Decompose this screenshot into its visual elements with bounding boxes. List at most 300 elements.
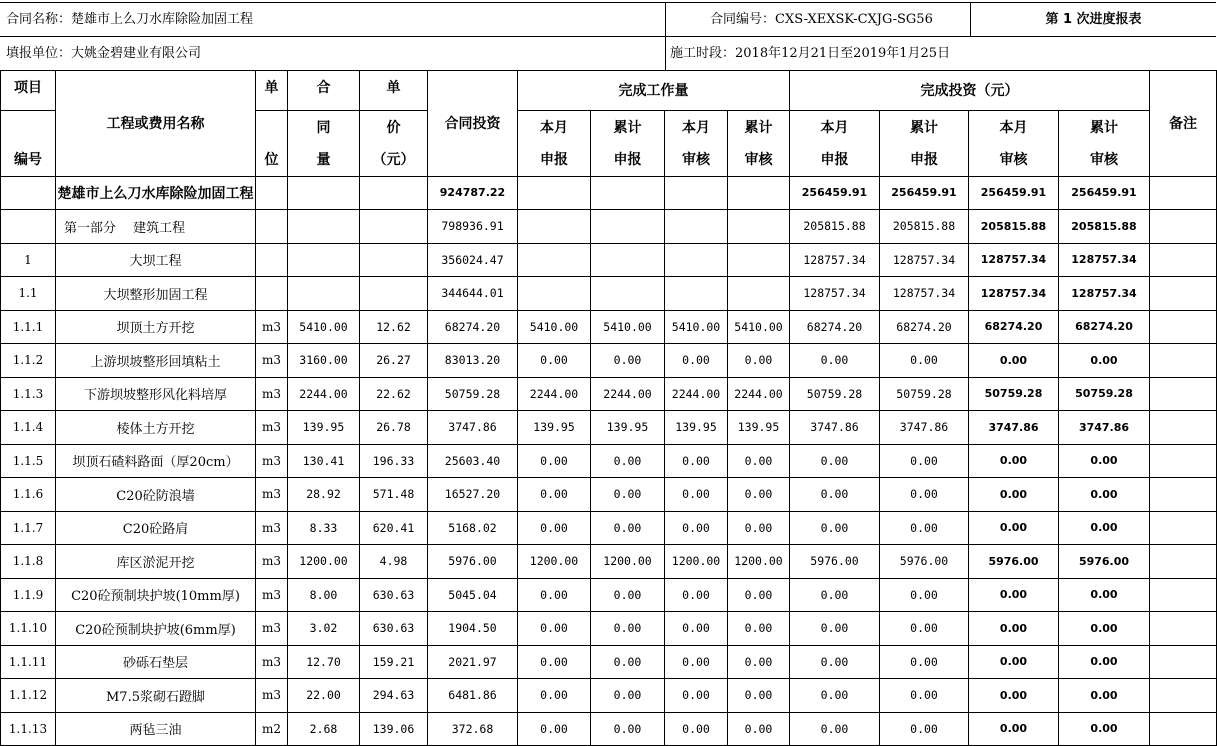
remark bbox=[1150, 310, 1217, 344]
invest-cumulative-audited: 0.00 bbox=[1059, 578, 1150, 612]
item-name: 库区淤泥开挖 bbox=[56, 545, 256, 579]
contract-invest: 5168.02 bbox=[428, 511, 518, 545]
work-month-audited: 0.00 bbox=[665, 344, 728, 378]
work-month-reported: 0.00 bbox=[518, 645, 591, 679]
unit-price: 159.21 bbox=[360, 645, 428, 679]
invest-cumulative-reported: 5976.00 bbox=[880, 545, 969, 579]
unit-price: 620.41 bbox=[360, 511, 428, 545]
invest-cumulative-reported: 3747.86 bbox=[880, 411, 969, 445]
contract-qty: 2244.00 bbox=[288, 377, 360, 411]
work-cumulative-reported: 0.00 bbox=[591, 344, 665, 378]
construction-period: 施工时段：2018年12月21日至2019年1月25日 bbox=[665, 37, 1216, 70]
col-i2-a: 累计 bbox=[880, 110, 969, 143]
work-cumulative-audited bbox=[728, 210, 790, 244]
contract-qty: 22.00 bbox=[288, 679, 360, 713]
invest-month-reported: 0.00 bbox=[790, 511, 880, 545]
invest-month-reported: 128757.34 bbox=[790, 277, 880, 311]
work-month-audited: 0.00 bbox=[665, 511, 728, 545]
invest-cumulative-audited: 128757.34 bbox=[1059, 277, 1150, 311]
invest-month-reported: 0.00 bbox=[790, 612, 880, 646]
invest-month-audited: 0.00 bbox=[969, 444, 1059, 478]
header-row-2 bbox=[0, 36, 1216, 70]
work-month-audited: 0.00 bbox=[665, 478, 728, 512]
work-month-reported: 0.00 bbox=[518, 478, 591, 512]
unit-price bbox=[360, 176, 428, 210]
work-cumulative-audited: 0.00 bbox=[728, 612, 790, 646]
work-cumulative-audited: 0.00 bbox=[728, 344, 790, 378]
contract-invest: 798936.91 bbox=[428, 210, 518, 244]
remark bbox=[1150, 243, 1217, 277]
item-name: 坝顶土方开挖 bbox=[56, 310, 256, 344]
work-cumulative-audited: 0.00 bbox=[728, 444, 790, 478]
table-row bbox=[1, 210, 1217, 244]
item-name: 楚雄市上么刀水库除险加固工程 bbox=[56, 176, 256, 210]
item-name: M7.5浆砌石蹬脚 bbox=[56, 679, 256, 713]
work-cumulative-audited: 0.00 bbox=[728, 679, 790, 713]
work-month-reported bbox=[518, 176, 591, 210]
item-unit: m3 bbox=[256, 578, 288, 612]
item-unit: m3 bbox=[256, 645, 288, 679]
col-w1-b: 申报 bbox=[518, 143, 591, 176]
unit-price bbox=[360, 277, 428, 311]
invest-month-reported: 5976.00 bbox=[790, 545, 880, 579]
table-row bbox=[1, 377, 1217, 411]
item-unit: m3 bbox=[256, 478, 288, 512]
col-unit-mid bbox=[256, 110, 288, 143]
invest-cumulative-reported: 0.00 bbox=[880, 478, 969, 512]
contract-qty bbox=[288, 277, 360, 311]
invest-cumulative-reported: 128757.34 bbox=[880, 277, 969, 311]
remark bbox=[1150, 612, 1217, 646]
col-qty-1: 合 bbox=[288, 71, 360, 111]
work-cumulative-audited bbox=[728, 243, 790, 277]
contract-invest: 5045.04 bbox=[428, 578, 518, 612]
contract-qty bbox=[288, 176, 360, 210]
invest-month-audited: 0.00 bbox=[969, 511, 1059, 545]
contract-qty: 3.02 bbox=[288, 612, 360, 646]
work-month-audited: 0.00 bbox=[665, 612, 728, 646]
work-month-audited: 0.00 bbox=[665, 679, 728, 713]
work-cumulative-reported: 0.00 bbox=[591, 645, 665, 679]
item-name: C20砼预制块护坡(6mm厚) bbox=[56, 612, 256, 646]
work-cumulative-audited: 1200.00 bbox=[728, 545, 790, 579]
table-row bbox=[1, 511, 1217, 545]
col-w4-a: 累计 bbox=[728, 110, 790, 143]
unit-price: 139.06 bbox=[360, 712, 428, 746]
invest-cumulative-reported: 0.00 bbox=[880, 679, 969, 713]
item-no bbox=[1, 210, 56, 244]
work-month-audited: 0.00 bbox=[665, 444, 728, 478]
invest-month-reported: 205815.88 bbox=[790, 210, 880, 244]
item-name: 下游坝坡整形风化料培厚 bbox=[56, 377, 256, 411]
item-no: 1.1.6 bbox=[1, 478, 56, 512]
invest-month-audited: 205815.88 bbox=[969, 210, 1059, 244]
invest-cumulative-audited: 50759.28 bbox=[1059, 377, 1150, 411]
table-row bbox=[1, 176, 1217, 210]
col-name: 工程或费用名称 bbox=[56, 71, 256, 177]
contract-qty: 3160.00 bbox=[288, 344, 360, 378]
col-unit-bottom: 位 bbox=[256, 143, 288, 176]
invest-month-audited: 0.00 bbox=[969, 344, 1059, 378]
invest-cumulative-reported: 50759.28 bbox=[880, 377, 969, 411]
work-cumulative-reported: 2244.00 bbox=[591, 377, 665, 411]
item-no: 1.1.1 bbox=[1, 310, 56, 344]
unit-price: 294.63 bbox=[360, 679, 428, 713]
item-unit bbox=[256, 210, 288, 244]
item-no: 1.1.7 bbox=[1, 511, 56, 545]
invest-month-audited: 0.00 bbox=[969, 712, 1059, 746]
remark bbox=[1150, 210, 1217, 244]
invest-cumulative-audited: 205815.88 bbox=[1059, 210, 1150, 244]
contract-invest: 68274.20 bbox=[428, 310, 518, 344]
unit-price: 630.63 bbox=[360, 578, 428, 612]
col-qty-3: 量 bbox=[288, 143, 360, 176]
col-i1-a: 本月 bbox=[790, 110, 880, 143]
contract-qty: 8.33 bbox=[288, 511, 360, 545]
work-month-audited bbox=[665, 277, 728, 311]
unit-price bbox=[360, 243, 428, 277]
table-row bbox=[1, 277, 1217, 311]
table-row bbox=[1, 344, 1217, 378]
contract-qty: 12.70 bbox=[288, 645, 360, 679]
work-cumulative-reported: 0.00 bbox=[591, 578, 665, 612]
remark bbox=[1150, 679, 1217, 713]
work-month-reported: 2244.00 bbox=[518, 377, 591, 411]
contract-qty bbox=[288, 210, 360, 244]
invest-cumulative-audited: 0.00 bbox=[1059, 712, 1150, 746]
progress-table bbox=[0, 70, 1217, 746]
work-cumulative-audited: 0.00 bbox=[728, 578, 790, 612]
invest-cumulative-audited: 0.00 bbox=[1059, 444, 1150, 478]
work-cumulative-reported: 0.00 bbox=[591, 511, 665, 545]
invest-month-audited: 0.00 bbox=[969, 679, 1059, 713]
col-item-no-bottom: 编号 bbox=[1, 143, 56, 176]
item-no: 1.1.8 bbox=[1, 545, 56, 579]
item-no: 1 bbox=[1, 243, 56, 277]
col-invest: 合同投资 bbox=[428, 71, 518, 177]
col-price-2: 价 bbox=[360, 110, 428, 143]
invest-cumulative-audited: 0.00 bbox=[1059, 511, 1150, 545]
item-no: 1.1.2 bbox=[1, 344, 56, 378]
remark bbox=[1150, 712, 1217, 746]
work-cumulative-reported: 0.00 bbox=[591, 444, 665, 478]
invest-month-reported: 3747.86 bbox=[790, 411, 880, 445]
unit-price: 26.78 bbox=[360, 411, 428, 445]
unit-price: 26.27 bbox=[360, 344, 428, 378]
contract-number: 合同编号：CXS-XEXSK-CXJG-SG56 bbox=[665, 3, 970, 36]
unit-price: 630.63 bbox=[360, 612, 428, 646]
contract-qty bbox=[288, 243, 360, 277]
invest-month-audited: 128757.34 bbox=[969, 277, 1059, 311]
work-cumulative-reported: 0.00 bbox=[591, 612, 665, 646]
work-cumulative-reported: 0.00 bbox=[591, 478, 665, 512]
col-w4-b: 审核 bbox=[728, 143, 790, 176]
invest-cumulative-audited: 0.00 bbox=[1059, 679, 1150, 713]
item-name: 第一部分 建筑工程 bbox=[56, 210, 256, 244]
invest-cumulative-audited: 3747.86 bbox=[1059, 411, 1150, 445]
col-w3-a: 本月 bbox=[665, 110, 728, 143]
work-month-reported: 0.00 bbox=[518, 511, 591, 545]
col-i3-a: 本月 bbox=[969, 110, 1059, 143]
remark bbox=[1150, 545, 1217, 579]
invest-month-audited: 0.00 bbox=[969, 478, 1059, 512]
item-name: 两毡三油 bbox=[56, 712, 256, 746]
contract-invest: 3747.86 bbox=[428, 411, 518, 445]
item-unit: m2 bbox=[256, 712, 288, 746]
item-unit bbox=[256, 243, 288, 277]
item-unit bbox=[256, 176, 288, 210]
contract-qty: 130.41 bbox=[288, 444, 360, 478]
contract-invest: 344644.01 bbox=[428, 277, 518, 311]
work-month-audited bbox=[665, 176, 728, 210]
invest-month-audited: 50759.28 bbox=[969, 377, 1059, 411]
work-cumulative-audited bbox=[728, 176, 790, 210]
contract-invest: 372.68 bbox=[428, 712, 518, 746]
work-cumulative-reported bbox=[591, 176, 665, 210]
contract-invest: 1904.50 bbox=[428, 612, 518, 646]
table-row bbox=[1, 243, 1217, 277]
work-cumulative-audited: 5410.00 bbox=[728, 310, 790, 344]
item-no: 1.1 bbox=[1, 277, 56, 311]
item-name: 坝顶石碴料路面（厚20cm） bbox=[56, 444, 256, 478]
contract-invest: 924787.22 bbox=[428, 176, 518, 210]
item-unit: m3 bbox=[256, 411, 288, 445]
item-unit: m3 bbox=[256, 444, 288, 478]
work-month-reported bbox=[518, 277, 591, 311]
contract-invest: 6481.86 bbox=[428, 679, 518, 713]
invest-month-audited: 5976.00 bbox=[969, 545, 1059, 579]
item-no: 1.1.11 bbox=[1, 645, 56, 679]
work-cumulative-audited: 139.95 bbox=[728, 411, 790, 445]
item-name: 砂砾石垫层 bbox=[56, 645, 256, 679]
item-no: 1.1.10 bbox=[1, 612, 56, 646]
invest-month-audited: 256459.91 bbox=[969, 176, 1059, 210]
work-month-reported: 0.00 bbox=[518, 344, 591, 378]
table-body bbox=[1, 176, 1217, 746]
remark bbox=[1150, 578, 1217, 612]
unit-price bbox=[360, 210, 428, 244]
invest-cumulative-audited: 5976.00 bbox=[1059, 545, 1150, 579]
contract-invest: 2021.97 bbox=[428, 645, 518, 679]
table-row bbox=[1, 645, 1217, 679]
work-month-reported bbox=[518, 243, 591, 277]
remark bbox=[1150, 344, 1217, 378]
work-month-audited: 0.00 bbox=[665, 645, 728, 679]
work-month-audited bbox=[665, 243, 728, 277]
invest-month-reported: 256459.91 bbox=[790, 176, 880, 210]
work-cumulative-audited: 2244.00 bbox=[728, 377, 790, 411]
invest-month-audited: 128757.34 bbox=[969, 243, 1059, 277]
invest-cumulative-reported: 0.00 bbox=[880, 344, 969, 378]
work-month-audited: 2244.00 bbox=[665, 377, 728, 411]
unit-price: 571.48 bbox=[360, 478, 428, 512]
invest-cumulative-audited: 0.00 bbox=[1059, 344, 1150, 378]
col-qty-2: 同 bbox=[288, 110, 360, 143]
table-row bbox=[1, 444, 1217, 478]
invest-cumulative-reported: 205815.88 bbox=[880, 210, 969, 244]
col-i1-b: 申报 bbox=[790, 143, 880, 176]
col-w2-a: 累计 bbox=[591, 110, 665, 143]
work-month-audited bbox=[665, 210, 728, 244]
work-cumulative-reported bbox=[591, 277, 665, 311]
work-month-reported: 1200.00 bbox=[518, 545, 591, 579]
report-title: 第 1 次进度报表 bbox=[970, 3, 1216, 36]
work-month-audited: 1200.00 bbox=[665, 545, 728, 579]
contract-invest: 25603.40 bbox=[428, 444, 518, 478]
table-row bbox=[1, 612, 1217, 646]
col-price-3: （元） bbox=[360, 143, 428, 176]
contract-qty: 28.92 bbox=[288, 478, 360, 512]
item-name: C20砼路肩 bbox=[56, 511, 256, 545]
item-name: C20砼防浪墙 bbox=[56, 478, 256, 512]
invest-cumulative-reported: 128757.34 bbox=[880, 243, 969, 277]
item-name: 大坝整形加固工程 bbox=[56, 277, 256, 311]
work-cumulative-reported: 139.95 bbox=[591, 411, 665, 445]
item-no: 1.1.4 bbox=[1, 411, 56, 445]
remark bbox=[1150, 478, 1217, 512]
remark bbox=[1150, 645, 1217, 679]
table-row bbox=[1, 411, 1217, 445]
unit-price: 196.33 bbox=[360, 444, 428, 478]
col-i4-b: 审核 bbox=[1059, 143, 1150, 176]
table-row bbox=[1, 578, 1217, 612]
invest-month-reported: 128757.34 bbox=[790, 243, 880, 277]
invest-month-reported: 0.00 bbox=[790, 679, 880, 713]
invest-month-reported: 0.00 bbox=[790, 712, 880, 746]
col-i3-b: 审核 bbox=[969, 143, 1059, 176]
work-cumulative-reported: 0.00 bbox=[591, 679, 665, 713]
col-invest-group: 完成投资（元） bbox=[790, 71, 1150, 111]
invest-month-reported: 0.00 bbox=[790, 344, 880, 378]
item-no: 1.1.9 bbox=[1, 578, 56, 612]
contract-qty: 1200.00 bbox=[288, 545, 360, 579]
contract-invest: 16527.20 bbox=[428, 478, 518, 512]
remark bbox=[1150, 511, 1217, 545]
invest-cumulative-audited: 256459.91 bbox=[1059, 176, 1150, 210]
invest-cumulative-reported: 0.00 bbox=[880, 578, 969, 612]
work-month-reported: 5410.00 bbox=[518, 310, 591, 344]
remark bbox=[1150, 411, 1217, 445]
item-name: 上游坝坡整形回填粘土 bbox=[56, 344, 256, 378]
invest-cumulative-reported: 0.00 bbox=[880, 444, 969, 478]
remark bbox=[1150, 444, 1217, 478]
table-row bbox=[1, 712, 1217, 746]
reporting-unit: 填报单位：大姚金碧建业有限公司 bbox=[6, 46, 202, 61]
col-item-no-mid bbox=[1, 110, 56, 143]
col-item-no-top: 项目 bbox=[1, 71, 56, 111]
item-no bbox=[1, 176, 56, 210]
item-unit: m3 bbox=[256, 511, 288, 545]
invest-month-reported: 0.00 bbox=[790, 478, 880, 512]
work-month-audited: 0.00 bbox=[665, 578, 728, 612]
invest-cumulative-audited: 128757.34 bbox=[1059, 243, 1150, 277]
item-name: 棱体土方开挖 bbox=[56, 411, 256, 445]
invest-cumulative-reported: 0.00 bbox=[880, 511, 969, 545]
item-no: 1.1.12 bbox=[1, 679, 56, 713]
work-month-reported: 0.00 bbox=[518, 444, 591, 478]
unit-price: 22.62 bbox=[360, 377, 428, 411]
work-month-reported: 139.95 bbox=[518, 411, 591, 445]
work-cumulative-reported: 1200.00 bbox=[591, 545, 665, 579]
contract-invest: 83013.20 bbox=[428, 344, 518, 378]
remark bbox=[1150, 277, 1217, 311]
work-month-audited: 139.95 bbox=[665, 411, 728, 445]
contract-qty: 8.00 bbox=[288, 578, 360, 612]
invest-cumulative-audited: 0.00 bbox=[1059, 645, 1150, 679]
invest-cumulative-reported: 0.00 bbox=[880, 612, 969, 646]
col-work-group: 完成工作量 bbox=[518, 71, 790, 111]
table-row bbox=[1, 545, 1217, 579]
work-month-reported bbox=[518, 210, 591, 244]
col-i4-a: 累计 bbox=[1059, 110, 1150, 143]
col-remark: 备注 bbox=[1150, 71, 1217, 177]
col-price-1: 单 bbox=[360, 71, 428, 111]
work-month-reported: 0.00 bbox=[518, 578, 591, 612]
remark bbox=[1150, 377, 1217, 411]
work-month-reported: 0.00 bbox=[518, 679, 591, 713]
col-w2-b: 申报 bbox=[591, 143, 665, 176]
work-cumulative-reported: 0.00 bbox=[591, 712, 665, 746]
contract-name: 合同名称：楚雄市上么刀水库除险加固工程 bbox=[6, 12, 254, 27]
item-no: 1.1.13 bbox=[1, 712, 56, 746]
invest-cumulative-reported: 68274.20 bbox=[880, 310, 969, 344]
invest-month-reported: 0.00 bbox=[790, 444, 880, 478]
table-row bbox=[1, 310, 1217, 344]
invest-month-reported: 0.00 bbox=[790, 578, 880, 612]
invest-month-reported: 68274.20 bbox=[790, 310, 880, 344]
work-cumulative-reported bbox=[591, 243, 665, 277]
work-month-audited: 0.00 bbox=[665, 712, 728, 746]
work-cumulative-reported: 5410.00 bbox=[591, 310, 665, 344]
contract-qty: 2.68 bbox=[288, 712, 360, 746]
invest-month-reported: 0.00 bbox=[790, 645, 880, 679]
invest-month-audited: 0.00 bbox=[969, 578, 1059, 612]
item-unit: m3 bbox=[256, 679, 288, 713]
item-unit: m3 bbox=[256, 344, 288, 378]
col-w3-b: 审核 bbox=[665, 143, 728, 176]
contract-qty: 5410.00 bbox=[288, 310, 360, 344]
item-unit: m3 bbox=[256, 310, 288, 344]
item-unit: m3 bbox=[256, 545, 288, 579]
work-month-audited: 5410.00 bbox=[665, 310, 728, 344]
work-month-reported: 0.00 bbox=[518, 612, 591, 646]
contract-invest: 50759.28 bbox=[428, 377, 518, 411]
work-month-reported: 0.00 bbox=[518, 712, 591, 746]
item-unit: m3 bbox=[256, 612, 288, 646]
item-name: C20砼预制块护坡(10mm厚) bbox=[56, 578, 256, 612]
work-cumulative-audited bbox=[728, 277, 790, 311]
work-cumulative-audited: 0.00 bbox=[728, 712, 790, 746]
invest-cumulative-audited: 0.00 bbox=[1059, 478, 1150, 512]
item-no: 1.1.5 bbox=[1, 444, 56, 478]
invest-cumulative-reported: 0.00 bbox=[880, 645, 969, 679]
header-row-1 bbox=[0, 2, 1216, 36]
invest-cumulative-audited: 68274.20 bbox=[1059, 310, 1150, 344]
table-row bbox=[1, 478, 1217, 512]
invest-cumulative-reported: 256459.91 bbox=[880, 176, 969, 210]
col-w1-a: 本月 bbox=[518, 110, 591, 143]
table-row bbox=[1, 679, 1217, 713]
invest-month-audited: 0.00 bbox=[969, 645, 1059, 679]
contract-qty: 139.95 bbox=[288, 411, 360, 445]
work-cumulative-reported bbox=[591, 210, 665, 244]
header-row-a bbox=[1, 71, 1217, 111]
invest-month-reported: 50759.28 bbox=[790, 377, 880, 411]
unit-price: 4.98 bbox=[360, 545, 428, 579]
invest-cumulative-reported: 0.00 bbox=[880, 712, 969, 746]
col-i2-b: 申报 bbox=[880, 143, 969, 176]
work-cumulative-audited: 0.00 bbox=[728, 645, 790, 679]
